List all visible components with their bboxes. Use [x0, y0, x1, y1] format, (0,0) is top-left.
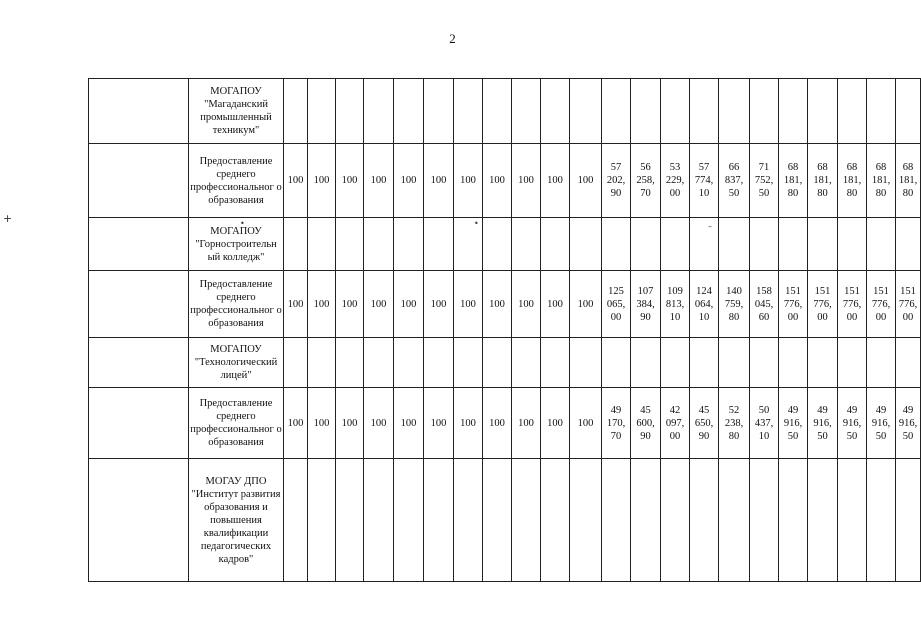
empty-cell [602, 218, 631, 271]
empty-cell [779, 459, 808, 582]
percent-cell: 100 [284, 144, 308, 218]
amount-cell: 124 064, 10 [690, 271, 719, 338]
service-row [89, 388, 921, 459]
percent-cell: 100 [424, 144, 454, 218]
percent-cell: 100 [394, 388, 424, 459]
empty-cell [308, 218, 336, 271]
percent-cell: 100 [541, 388, 570, 459]
empty-cell [454, 459, 483, 582]
empty-cell [364, 79, 394, 144]
percent-cell: 100 [512, 271, 541, 338]
scan-dot-icon: – [708, 222, 712, 231]
service-row [89, 144, 921, 218]
percent-cell: 100 [336, 388, 364, 459]
empty-cell [89, 144, 189, 218]
percent-cell: 100 [541, 271, 570, 338]
empty-cell [750, 218, 779, 271]
empty-cell [336, 79, 364, 144]
percent-cell: 100 [424, 271, 454, 338]
empty-cell [89, 79, 189, 144]
empty-cell [808, 218, 838, 271]
empty-cell [570, 338, 602, 388]
empty-cell [896, 338, 921, 388]
empty-cell [541, 218, 570, 271]
percent-cell: 100 [570, 271, 602, 338]
amount-cell: 68 181, 80 [867, 144, 896, 218]
scan-dot-icon: • [240, 219, 245, 228]
percent-cell: 100 [308, 144, 336, 218]
empty-cell [284, 218, 308, 271]
empty-cell [89, 388, 189, 459]
empty-cell [838, 79, 867, 144]
empty-cell [661, 218, 690, 271]
percent-cell: 100 [336, 271, 364, 338]
empty-cell [364, 459, 394, 582]
empty-cell [838, 338, 867, 388]
amount-cell: 52 238, 80 [719, 388, 750, 459]
empty-cell [808, 338, 838, 388]
amount-cell: 42 097, 00 [661, 388, 690, 459]
page-number: 2 [449, 31, 456, 46]
amount-cell: 151 776, 00 [867, 271, 896, 338]
empty-cell [424, 218, 454, 271]
amount-cell: 49 916, 50 [838, 388, 867, 459]
percent-cell: 100 [308, 388, 336, 459]
empty-cell [867, 79, 896, 144]
amount-cell: 66 837, 50 [719, 144, 750, 218]
amount-cell: 158 045, 60 [750, 271, 779, 338]
amount-cell: 49 916, 50 [896, 388, 921, 459]
percent-cell: 100 [308, 271, 336, 338]
empty-cell [336, 218, 364, 271]
amount-cell: 68 181, 80 [808, 144, 838, 218]
empty-cell [570, 218, 602, 271]
empty-cell [541, 79, 570, 144]
empty-cell [483, 338, 512, 388]
percent-cell: 100 [483, 144, 512, 218]
empty-cell [661, 79, 690, 144]
empty-cell [570, 459, 602, 582]
empty-cell [690, 459, 719, 582]
empty-cell [779, 338, 808, 388]
org-name-cell: МОГАПОУ "Магаданский промышленный техникум" [189, 79, 284, 144]
amount-cell: 49 916, 50 [779, 388, 808, 459]
empty-cell [661, 338, 690, 388]
service-row [89, 271, 921, 338]
empty-cell [631, 459, 661, 582]
empty-cell [512, 79, 541, 144]
data-table [88, 78, 921, 582]
empty-cell [719, 338, 750, 388]
amount-cell: 49 916, 50 [808, 388, 838, 459]
percent-cell: 100 [512, 388, 541, 459]
empty-cell [394, 338, 424, 388]
empty-cell [308, 338, 336, 388]
amount-cell: 57 774, 10 [690, 144, 719, 218]
service-name-cell: Предоставление среднего профессиональног о образования [189, 271, 284, 338]
org-name-cell: МОГАПОУ "Технологический лицей" [189, 338, 284, 388]
empty-cell [364, 338, 394, 388]
empty-cell [602, 338, 631, 388]
empty-cell [454, 79, 483, 144]
empty-cell [719, 459, 750, 582]
amount-cell: 53 229, 00 [661, 144, 690, 218]
empty-cell [284, 338, 308, 388]
amount-cell: 107 384, 90 [631, 271, 661, 338]
empty-cell [394, 79, 424, 144]
amount-cell: 56 258, 70 [631, 144, 661, 218]
empty-cell [690, 79, 719, 144]
empty-cell [808, 459, 838, 582]
empty-cell [336, 338, 364, 388]
empty-cell [867, 459, 896, 582]
org-name-cell: МОГАУ ДПО "Институт развития образования и повышения квалификации педагогических кадров" [189, 459, 284, 582]
empty-cell [483, 459, 512, 582]
org-row [89, 218, 921, 271]
empty-cell [424, 459, 454, 582]
percent-cell: 100 [424, 388, 454, 459]
percent-cell: 100 [541, 144, 570, 218]
percent-cell: 100 [364, 388, 394, 459]
amount-cell: 71 752, 50 [750, 144, 779, 218]
empty-cell [512, 218, 541, 271]
percent-cell: 100 [454, 271, 483, 338]
amount-cell: 151 776, 00 [896, 271, 921, 338]
percent-cell: 100 [364, 144, 394, 218]
org-row [89, 338, 921, 388]
amount-cell: 68 181, 80 [896, 144, 921, 218]
empty-cell [512, 338, 541, 388]
amount-cell: 68 181, 80 [838, 144, 867, 218]
empty-cell [424, 338, 454, 388]
empty-cell [89, 338, 189, 388]
empty-cell [750, 459, 779, 582]
empty-cell [867, 338, 896, 388]
empty-cell [89, 271, 189, 338]
amount-cell: 49 916, 50 [867, 388, 896, 459]
empty-cell [284, 459, 308, 582]
empty-cell [779, 79, 808, 144]
empty-cell [308, 459, 336, 582]
amount-cell: 151 776, 00 [838, 271, 867, 338]
empty-cell [690, 338, 719, 388]
empty-cell [336, 459, 364, 582]
empty-cell [896, 459, 921, 582]
empty-cell [308, 79, 336, 144]
percent-cell: 100 [394, 271, 424, 338]
empty-cell [512, 459, 541, 582]
percent-cell: 100 [483, 271, 512, 338]
amount-cell: 140 759, 80 [719, 271, 750, 338]
percent-cell: 100 [394, 144, 424, 218]
percent-cell: 100 [570, 144, 602, 218]
amount-cell: 68 181, 80 [779, 144, 808, 218]
empty-cell [483, 218, 512, 271]
service-name-cell: Предоставление среднего профессиональног о образования [189, 388, 284, 459]
amount-cell: 50 437, 10 [750, 388, 779, 459]
empty-cell [896, 79, 921, 144]
org-row [89, 459, 921, 582]
percent-cell: 100 [336, 144, 364, 218]
percent-cell: 100 [570, 388, 602, 459]
empty-cell [570, 79, 602, 144]
scan-dot-icon: • [474, 219, 479, 228]
empty-cell [631, 79, 661, 144]
margin-mark-icon: + [3, 212, 13, 225]
empty-cell [602, 79, 631, 144]
org-name-cell: МОГАПОУ "Горностроительн ый колледж" [189, 218, 284, 271]
empty-cell [631, 218, 661, 271]
empty-cell [602, 459, 631, 582]
empty-cell [808, 79, 838, 144]
percent-cell: 100 [483, 388, 512, 459]
empty-cell [661, 459, 690, 582]
amount-cell: 109 813, 10 [661, 271, 690, 338]
empty-cell [89, 459, 189, 582]
empty-cell [483, 79, 512, 144]
empty-cell [364, 218, 394, 271]
empty-cell [541, 459, 570, 582]
empty-cell [454, 218, 483, 271]
amount-cell: 151 776, 00 [808, 271, 838, 338]
empty-cell [838, 218, 867, 271]
empty-cell [394, 459, 424, 582]
empty-cell [719, 218, 750, 271]
percent-cell: 100 [284, 388, 308, 459]
service-name-cell: Предоставление среднего профессиональног о образования [189, 144, 284, 218]
empty-cell [719, 79, 750, 144]
empty-cell [541, 338, 570, 388]
amount-cell: 45 600, 90 [631, 388, 661, 459]
percent-cell: 100 [512, 144, 541, 218]
empty-cell [896, 218, 921, 271]
empty-cell [779, 218, 808, 271]
empty-cell [690, 218, 719, 271]
amount-cell: 49 170, 70 [602, 388, 631, 459]
amount-cell: 151 776, 00 [779, 271, 808, 338]
org-row [89, 79, 921, 144]
empty-cell [838, 459, 867, 582]
empty-cell [454, 338, 483, 388]
empty-cell [394, 218, 424, 271]
empty-cell [750, 338, 779, 388]
percent-cell: 100 [454, 388, 483, 459]
empty-cell [424, 79, 454, 144]
percent-cell: 100 [284, 271, 308, 338]
amount-cell: 57 202, 90 [602, 144, 631, 218]
amount-cell: 125 065, 00 [602, 271, 631, 338]
empty-cell [631, 338, 661, 388]
amount-cell: 45 650, 90 [690, 388, 719, 459]
percent-cell: 100 [364, 271, 394, 338]
empty-cell [89, 218, 189, 271]
percent-cell: 100 [454, 144, 483, 218]
empty-cell [867, 218, 896, 271]
empty-cell [750, 79, 779, 144]
empty-cell [284, 79, 308, 144]
